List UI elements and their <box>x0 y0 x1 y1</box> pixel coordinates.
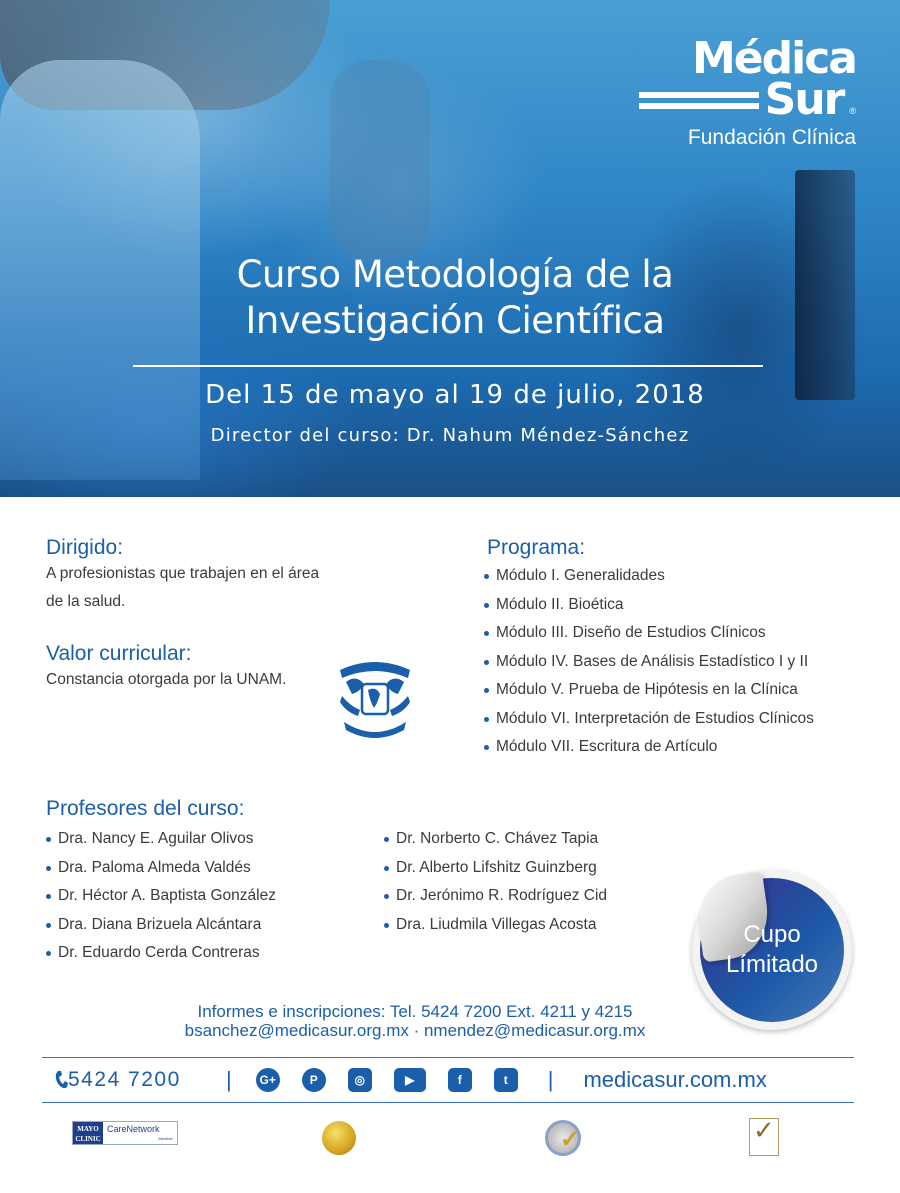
profesores-list-col1 <box>46 825 384 968</box>
list-item: Dra. Diana Brizuela Alcántara <box>46 911 384 940</box>
twitter-icon[interactable]: t <box>494 1068 518 1092</box>
valor-curricular-text: Constancia otorgada por la UNAM. <box>46 671 287 688</box>
logo-brand-bottom: Sur <box>764 74 844 125</box>
profesores-list-col2 <box>384 825 607 968</box>
list-item: Módulo VI. Interpretación de Estudios Clínicos <box>484 705 887 734</box>
dirigido-text-line1: A profesionistas que trabajen en el área <box>46 565 320 582</box>
list-item: Dra. Liudmila Villegas Acosta <box>384 911 607 940</box>
facebook-icon[interactable]: f <box>448 1068 472 1092</box>
list-item: Dra. Paloma Almeda Valdés <box>46 854 384 883</box>
list-item: Módulo IV. Bases de Análisis Estadístico I y II <box>484 648 887 677</box>
profesores-section <box>46 797 666 968</box>
programa-section <box>487 536 887 762</box>
list-item: Dra. Nancy E. Aguilar Olivos <box>46 825 384 854</box>
list-item: Dr. Jerónimo R. Rodríguez Cid <box>384 882 607 911</box>
list-item: Módulo V. Prueba de Hipótesis en la Clínica <box>484 676 887 705</box>
list-item: Dr. Eduardo Cerda Contreras <box>46 939 384 968</box>
medica-sur-logo[interactable] <box>636 33 856 150</box>
course-title <box>0 252 900 344</box>
programa-title: Programa: <box>487 536 586 559</box>
registered-mark: ® <box>849 106 856 116</box>
list-item: Módulo VII. Escritura de Artículo <box>484 733 887 762</box>
youtube-icon[interactable]: ▶ <box>394 1068 426 1092</box>
mayo-member: Member <box>158 1136 173 1141</box>
valor-curricular-title: Valor curricular: <box>46 642 192 665</box>
title-divider <box>133 365 763 367</box>
list-item: Módulo II. Bioética <box>484 591 887 620</box>
contact-email-line[interactable]: bsanchez@medicasur.org.mx · nmendez@medicasur.org.mx <box>184 1021 646 1040</box>
contact-phone-line: Informes e inscripciones: Tel. 5424 7200 Ext. 4211 y 4215 <box>197 1002 633 1021</box>
list-item: Dr. Héctor A. Baptista González <box>46 882 384 911</box>
footer-separator: | <box>226 1067 232 1092</box>
mayo-clinic-care-network-logo <box>72 1121 178 1145</box>
social-links <box>256 1068 518 1092</box>
contact-info <box>0 1002 900 1040</box>
partner-logos <box>0 1112 900 1162</box>
sticker-line1: Cupo <box>743 921 801 948</box>
dirigido-text-line2: de la salud. <box>46 593 126 610</box>
logo-subtitle: Fundación Clínica <box>687 126 856 149</box>
jci-accreditation-seal-icon <box>322 1121 356 1155</box>
course-dates: Del 15 de mayo al 19 de julio, 2018 <box>205 380 705 410</box>
programa-list <box>484 562 887 762</box>
list-item: Módulo III. Diseño de Estudios Clínicos <box>484 619 887 648</box>
mayo-network: CareNetwork <box>107 1124 160 1134</box>
website-link[interactable]: medicasur.com.mx <box>583 1067 767 1092</box>
footer-phone-number: 5424 7200 <box>68 1068 181 1091</box>
instagram-icon[interactable]: ◎ <box>348 1068 372 1092</box>
global-certification-seal-icon: ✓ <box>545 1120 581 1156</box>
list-item: Dr. Norberto C. Chávez Tapia <box>384 825 607 854</box>
hero-banner <box>0 0 900 497</box>
list-item: Módulo I. Generalidades <box>484 562 887 591</box>
google-plus-icon[interactable]: G+ <box>256 1068 280 1092</box>
pinterest-icon[interactable]: P <box>302 1068 326 1092</box>
phone-icon <box>54 1070 68 1090</box>
unam-seal-icon <box>334 656 416 742</box>
dirigido-text <box>46 560 376 616</box>
footer-phone[interactable] <box>54 1068 212 1092</box>
list-item: Dr. Alberto Lifshitz Guinzberg <box>384 854 607 883</box>
dirigido-title: Dirigido: <box>46 536 124 559</box>
info-left-column <box>46 536 376 694</box>
sticker-line2: Límitado <box>725 951 819 978</box>
footer-bar <box>42 1057 854 1103</box>
mayo-line1: MAYO <box>77 1125 99 1133</box>
profesores-title: Profesores del curso: <box>46 797 245 820</box>
course-director: Director del curso: Dr. Nahum Méndez-Sánchez <box>210 425 690 446</box>
course-title-line1: Curso Metodología de la <box>236 253 674 296</box>
hero-photo-scientist-2 <box>330 60 430 260</box>
course-title-line2: Investigación Científica <box>245 299 665 342</box>
logo-bars-icon <box>639 92 759 109</box>
logo-brand-top: Médica <box>692 33 856 84</box>
footer-separator-2: | <box>547 1067 554 1092</box>
mayo-line2: CLINIC <box>75 1135 101 1143</box>
quality-certification-icon: ✓ <box>749 1118 779 1156</box>
